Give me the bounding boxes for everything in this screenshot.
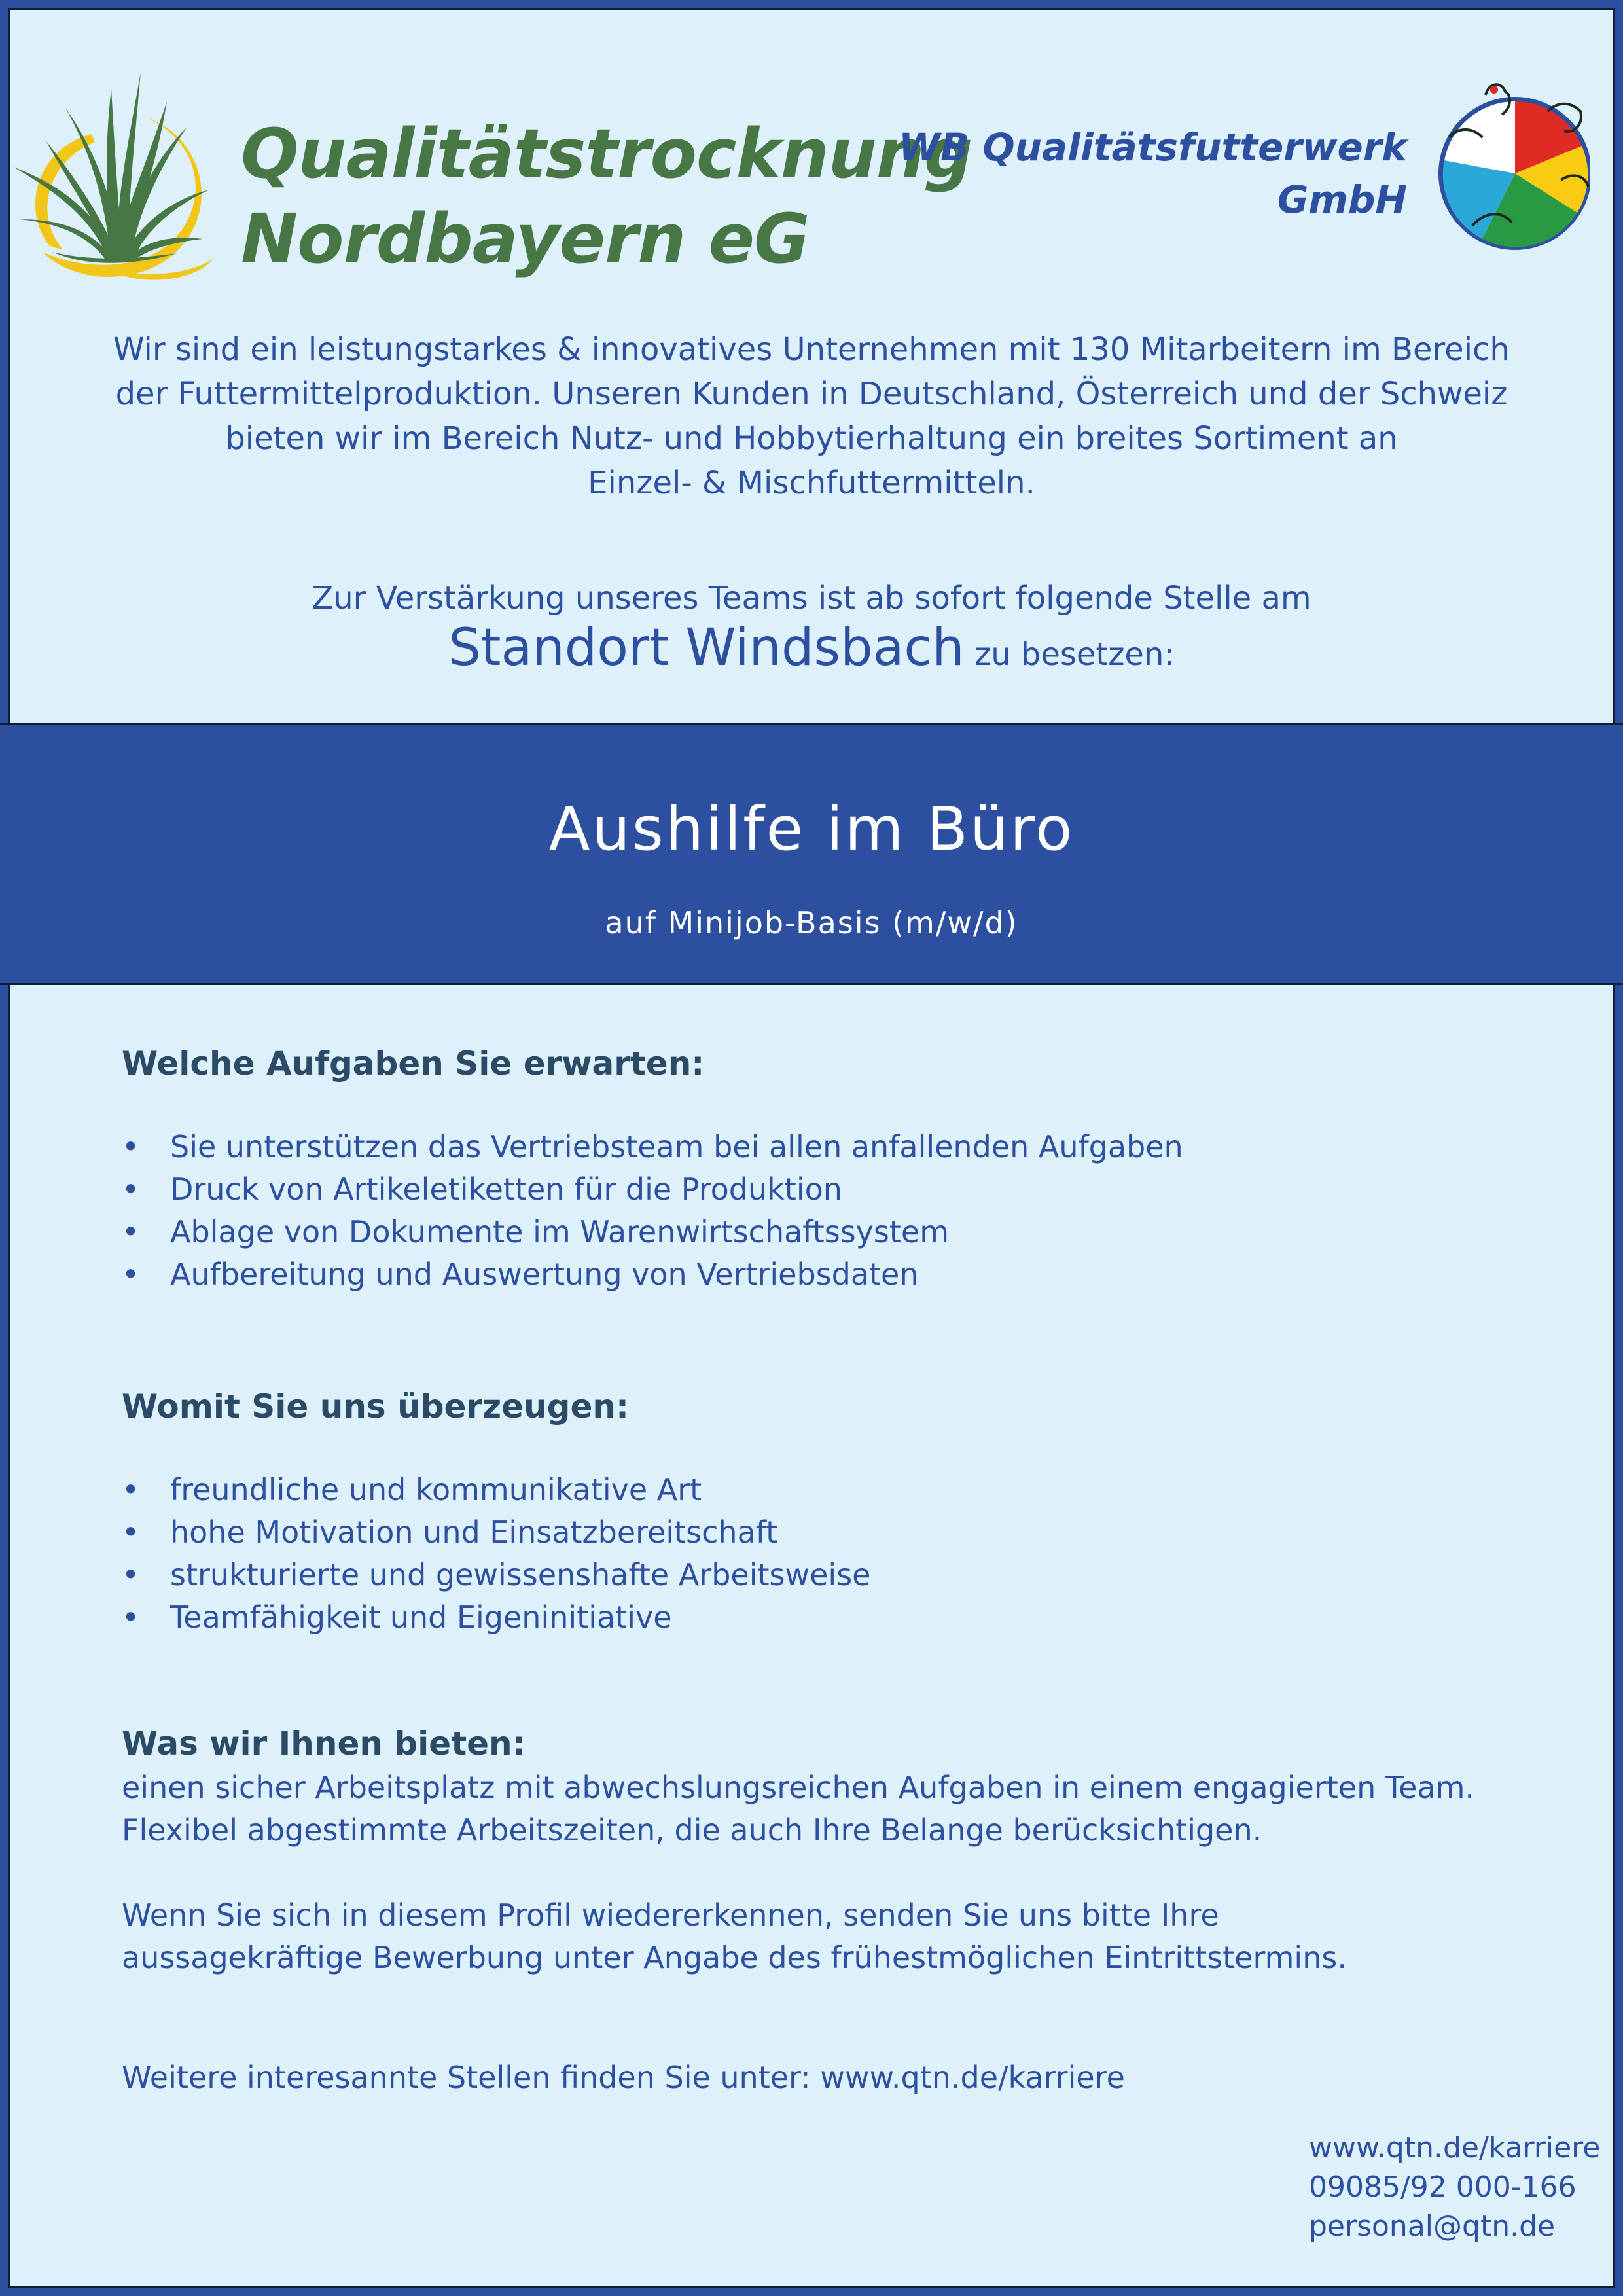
list-item: • Sie unterstützen das Vertriebsteam bei allen anfallenden Aufgaben <box>122 1126 1496 1168</box>
intro-line: der Futtermittelproduktion. Unseren Kunden in Deutschland, Österreich und der Schweiz <box>115 376 1508 412</box>
job-title: Aushilfe im Büro <box>548 794 1075 864</box>
company-name <box>241 111 972 281</box>
offer-line: Flexibel abgestimmte Arbeitszeiten, die auch Ihre Belange berücksichtigen. <box>122 1812 1262 1848</box>
application-line: Wenn Sie sich in diesem Profil wiedererkennen, senden Sie uns bitte Ihre <box>122 1897 1219 1933</box>
reinforcement-text: Zur Verstärkung unseres Teams ist ab sofort folgende Stelle am <box>312 580 1311 617</box>
list-item: • Druck von Artikeletiketten für die Produktion <box>122 1168 1496 1211</box>
requirements-list <box>122 1469 1496 1639</box>
list-item: • Ablage von Dokumente im Warenwirtschaftssystem <box>122 1211 1496 1253</box>
qtn-grass-logo <box>13 62 223 285</box>
more-jobs-link[interactable]: Weitere interesannte Stellen finden Sie unter: www.qtn.de/karriere <box>122 2060 1125 2095</box>
application-line: aussagekräftige Bewerbung unter Angabe des frühestmöglichen Eintrittstermins. <box>122 1940 1347 1975</box>
contact-block <box>1309 2128 1600 2246</box>
list-item: • strukturierte und gewissenshafte Arbeitsweise <box>122 1554 1496 1596</box>
contact-email[interactable]: personal@qtn.de <box>1309 2210 1556 2243</box>
job-subtitle: auf Minijob-Basis (m/w/d) <box>605 905 1018 941</box>
partner-company-name <box>899 121 1407 226</box>
list-item: • Teamfähigkeit und Eigeninitiative <box>122 1596 1496 1639</box>
company-name-line2: Nordbayern eG <box>241 199 810 279</box>
offer-heading: Was wir Ihnen bieten: <box>122 1725 526 1763</box>
wb-animal-wheel-logo <box>1436 75 1590 259</box>
intro-line: Wir sind ein leistungstarkes & innovatives Unternehmen mit 130 Mitarbeitern im Bereich <box>113 331 1510 368</box>
list-item: • Aufbereitung und Auswertung von Vertriebsdaten <box>122 1253 1496 1296</box>
company-name-line1: Qualitätstrocknung <box>241 114 972 194</box>
partner-name-line1: WB Qualitätsfutterwerk <box>899 125 1407 170</box>
location: Standort Windsbach <box>448 619 965 677</box>
contact-phone: 09085/92 000-166 <box>1309 2170 1577 2204</box>
list-item: • freundliche und kommunikative Art <box>122 1469 1496 1511</box>
tasks-heading: Welche Aufgaben Sie erwarten: <box>122 1045 705 1083</box>
tasks-list <box>122 1126 1496 1296</box>
job-title-banner <box>0 723 1623 985</box>
intro-line: Einzel- & Mischfuttermitteln. <box>588 465 1035 501</box>
contact-website[interactable]: www.qtn.de/karriere <box>1309 2131 1601 2164</box>
requirements-heading: Womit Sie uns überzeugen: <box>122 1388 629 1426</box>
location-suffix: zu besetzen: <box>974 636 1175 673</box>
job-details <box>122 1041 1496 2099</box>
location-line <box>98 619 1525 677</box>
intro-line: bieten wir im Bereich Nutz- und Hobbytierhaltung ein breites Sortiment an <box>225 420 1398 457</box>
company-intro <box>98 327 1525 677</box>
offer-line: einen sicher Arbeitsplatz mit abwechslungsreichen Aufgaben in einem engagierten Team. <box>122 1770 1475 1805</box>
list-item: • hohe Motivation und Einsatzbereitschaft <box>122 1511 1496 1554</box>
partner-name-line2: GmbH <box>1277 177 1407 222</box>
